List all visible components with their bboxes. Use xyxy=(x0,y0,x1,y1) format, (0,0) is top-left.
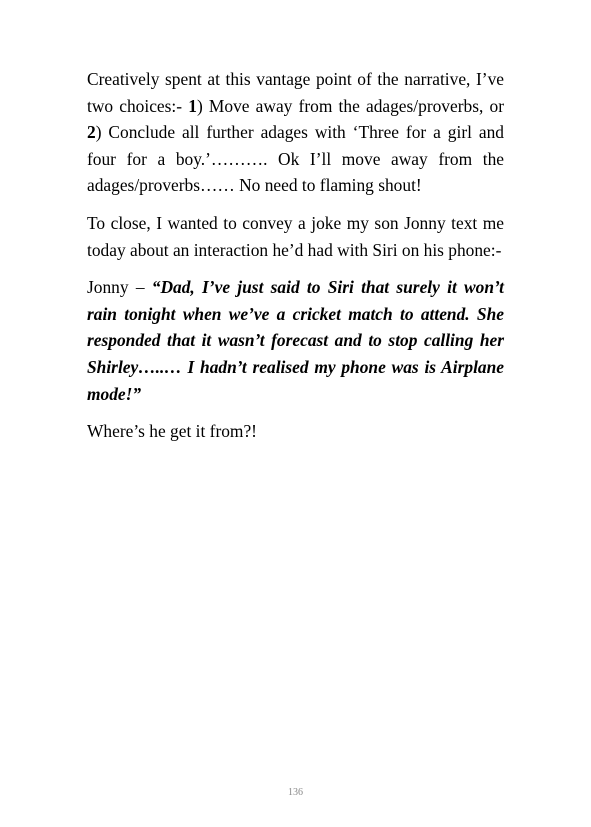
paragraph-closing: Where’s he get it from?! xyxy=(87,421,257,442)
quote-speaker: Jonny – xyxy=(87,277,152,298)
choices-text-intro: Creatively spent at this vantage point of the narrative, I’ve two choices:- xyxy=(87,69,504,116)
choice-number-1: 1 xyxy=(188,95,197,116)
quote-text: “Dad, I’ve just said to Siri that surely it won’t rain tonight when we’ve a cricket match to attend. She responded that it wasn’t forecast and to stop calling her Shirley…..… I hadn’t realised my phone was is Airplane mode!” xyxy=(87,277,504,404)
document-body xyxy=(87,66,504,456)
paragraph-jonny-quote xyxy=(87,274,504,407)
choice-number-2: 2 xyxy=(87,122,96,143)
choices-text-middle: ) Move away from the adages/proverbs, or xyxy=(196,95,504,116)
paragraph-choices xyxy=(87,66,504,199)
choices-text-end: ) Conclude all further adages with ‘Three for a girl and four for a boy.’………. Ok I’ll move away from the adages/proverbs…… No need to flaming shout! xyxy=(87,122,504,196)
page-number: 136 xyxy=(288,787,303,798)
paragraph-joke-intro: To close, I wanted to convey a joke my son Jonny text me today about an interaction he’d had with Siri on his phone:- xyxy=(87,212,504,260)
